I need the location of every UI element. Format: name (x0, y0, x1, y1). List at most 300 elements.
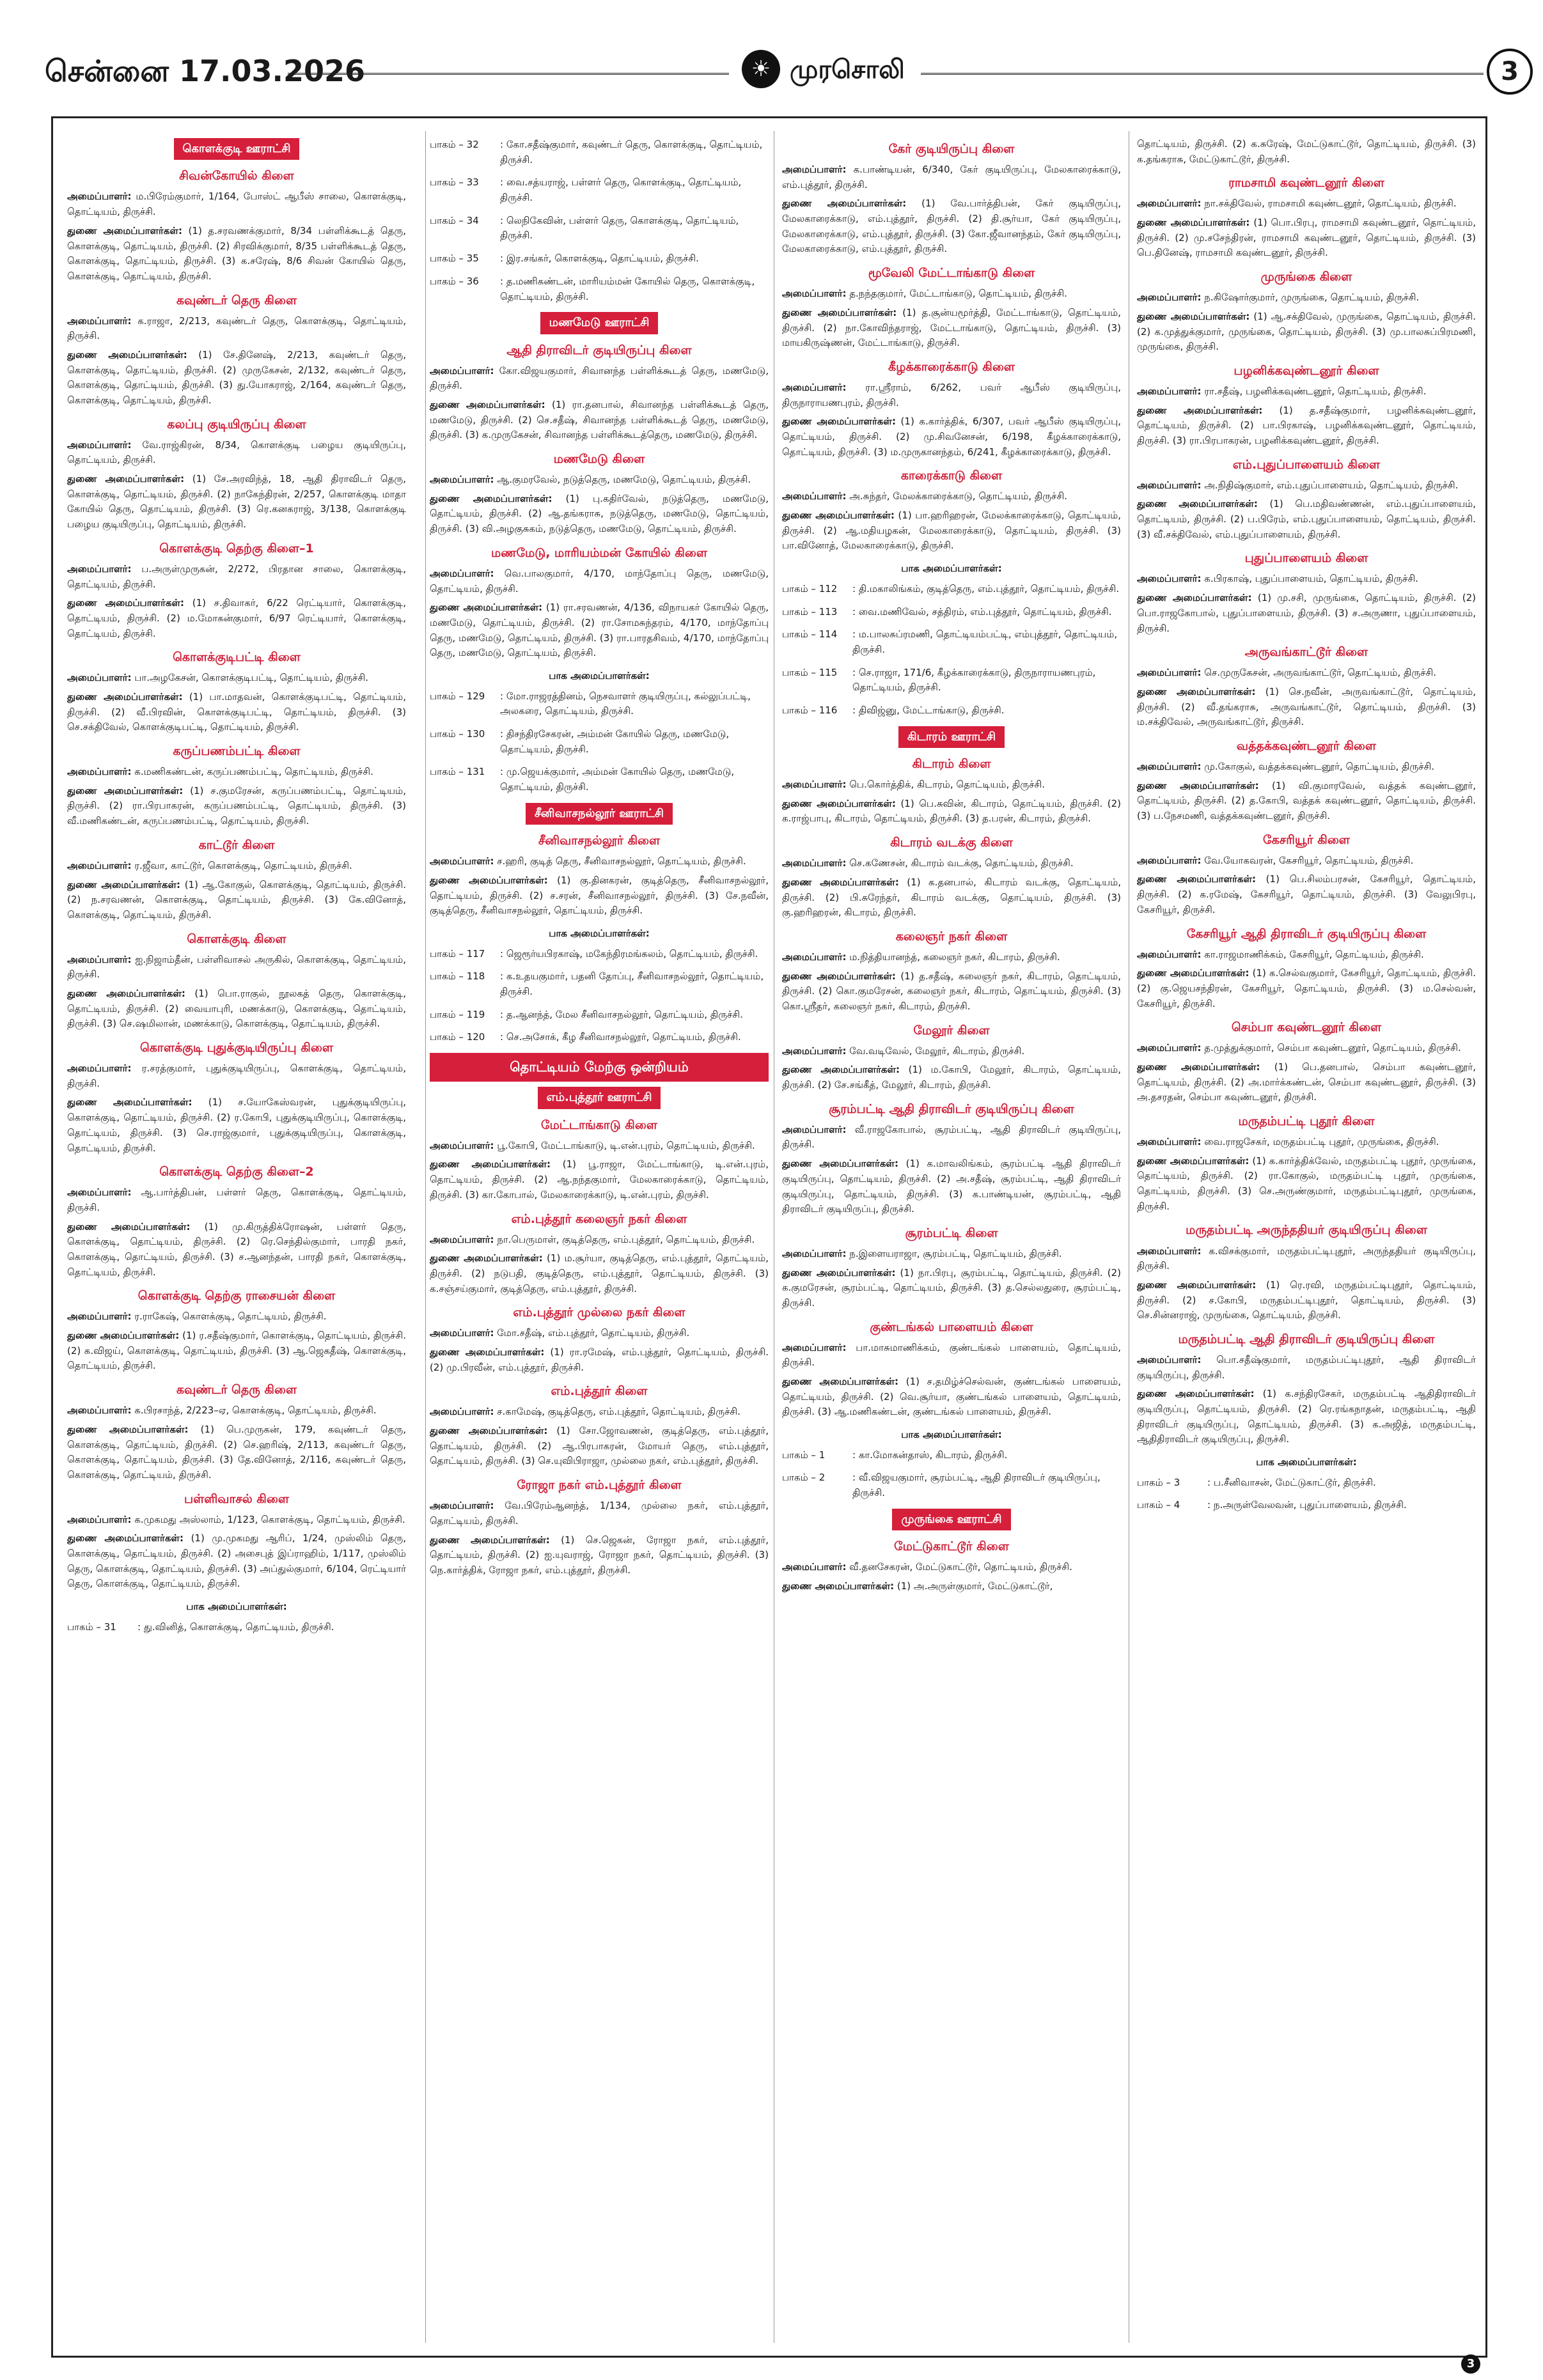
member-entry (1137, 1387, 1476, 1447)
column-divider (425, 131, 426, 2343)
masthead-rule-right (921, 73, 1484, 77)
booth-number: பாகம் – 1 (782, 1449, 826, 1461)
entry-label: அமைப்பாளர்: (67, 859, 132, 871)
booth-text: : செ.அசோக், கீழ சீனிவாசநல்லூர், தொட்டியம், திருச்சி. (500, 1031, 741, 1043)
entry-text: (1) த.சதீஷ்குமார், பழனிக்கவுண்டனூர், தொட்டியம், திருச்சி. (2) பா.பிரகாஷ், பழனிக்கவுண்டனூர், தொட்டியம், திருச்சி. (3) ரா.பிரபாகரன், பழனிக்கவுண்டனூர், திருச்சி. (1137, 404, 1476, 446)
entry-label: துணை அமைப்பாளர்கள்: (782, 509, 895, 522)
member-entry (782, 969, 1121, 1015)
entry-text: (1) பா.ஹரிஹரன், மேலக்காரைக்காடு, தொட்டியம், திருச்சி. (2) ஆ.மதியழகன், மேலகாரைக்காடு, தொட்டியம், திருச்சி. (3) பா.வினோத், மேலகாரைக்காடு, திருச்சி. (782, 509, 1121, 552)
branch-heading: செம்பா கவுண்டனூர் கிளை (1231, 1020, 1382, 1035)
entry-text: (1) சே.அரவிந்த், 18, ஆதி திராவிடர் தெரு, கொளக்குடி, தொட்டியம், திருச்சி. (2) நாகேந்திரன், 2/257, கொளக்குடி மாதா கோயில் தெரு, தொட்டியம், திருச்சி. (3) ரெ.கனகராஜ், 3/138, கொளக்குடி பழைய குடியிருப்பு, தொட்டியம், திருச்சி. (67, 473, 406, 531)
entry-text: (1) ச.தமிழ்ச்செல்வன், குண்டங்கல் பாளையம், தொட்டியம், திருச்சி. (2) வெ.சூர்யா, குண்டங்கல் பாளையம், தொட்டியம், திருச்சி. (3) ஆ.மணிகண்டன், குண்டங்கல் பாளையம், திருச்சி. (782, 1376, 1121, 1418)
branch-heading: கொளக்குடி புதுக்குடியிருப்பு கிளை (139, 1041, 334, 1055)
booth-number: பாகம் – 35 (430, 253, 479, 265)
entry-label: துணை அமைப்பாளர்கள்: (782, 1158, 898, 1170)
branch-heading: கிடாரம் கிளை (912, 757, 991, 772)
entry-text: பெ.கொர்த்திக், கிடாரம், தொட்டியம், திருச்சி. (846, 779, 1046, 791)
branch-heading: குண்டங்கல் பாளையம் கிளை (870, 1319, 1033, 1334)
member-entry (67, 562, 406, 592)
entry-label: துணை அமைப்பாளர்கள்: (67, 988, 185, 999)
member-entry (430, 1233, 769, 1248)
member-entry (67, 1220, 406, 1280)
member-entry (430, 1326, 769, 1341)
entry-text: (1) மு.முகமது ஆரிப், 1/24, முஸ்லிம் தெரு, கொளக்குடி, தொட்டியம், திருச்சி. (2) அசைபுத் இப்ராஹிம், 1/117, முஸ்லிம் தெரு, கொளக்குடி, தொட்டியம், திருச்சி. (3) அப்துல்குமார், 6/104, ரெட்டியார் தெரு, கொளக்குடி, தொட்டியம், திருச்சி. (67, 1532, 406, 1590)
entry-text: த.முத்துக்குமார், செம்பா கவுண்டனூர், தொட்டியம், திருச்சி. (1201, 1042, 1461, 1054)
entry-label: துணை அமைப்பாளர்கள்: (430, 399, 545, 411)
booth-row (67, 1620, 406, 1635)
booth-number: பாகம் – 33 (430, 176, 479, 189)
member-entry (782, 856, 1121, 871)
entry-label: அமைப்பாளர்: (782, 1045, 847, 1057)
member-entry (782, 380, 1121, 410)
rising-sun-logo-icon: ☀ (742, 50, 780, 88)
entry-label: அமைப்பாளர்: (67, 1186, 132, 1199)
entry-label: அமைப்பாளர்: (1137, 854, 1202, 866)
entry-text: (1) பு.கதிர்வேல், நடுத்தெரு, மணமேடு, தொட்டியம், திருச்சி. (2) ஆ.தங்கராசு, நடுத்தெரு, மணமேடு, தொட்டியம், திருச்சி. (3) வி.அழகுசுகம், நடுத்தெரு, மணமேடு, தொட்டியம், திருச்சி. (430, 492, 769, 535)
booth-number: பாகம் – 112 (782, 582, 838, 595)
member-entry (67, 1422, 406, 1483)
booth-text: : து.வினித், கொளக்குடி, தொட்டியம், திருச்சி. (137, 1621, 334, 1633)
booth-number: பாகம் – 119 (430, 1008, 485, 1020)
member-entry (1137, 290, 1476, 306)
entry-text: (1) பூ.ராஜா, மேட்டாங்காடு, டி.என்.புரம், தொட்டியம், திருச்சி. (2) ஆ.நந்தகுமார், மேலகாரைக்காடு, தொட்டியம், திருச்சி. (3) கா.கோபால், மேலகாரைக்காடு, டி.என்.புரம், திருச்சி. (430, 1158, 769, 1201)
entry-text: அ.சுந்தர், மேலக்காரைக்காடு, தொட்டியம், திருச்சி. (846, 490, 1067, 502)
entry-text: (1) ம.கோபி, மேலூர், கிடாரம், தொட்டியம், திருச்சி. (2) சே.சங்கீத், மேலூர், கிடாரம், திருச்சி. (782, 1064, 1121, 1091)
entry-label: துணை அமைப்பாளர்கள்: (430, 1534, 550, 1546)
panchayat-banner: தொட்டியம் மேற்கு ஒன்றியம் (430, 1053, 769, 1082)
entry-label: அமைப்பாளர்: (67, 766, 132, 778)
booth-text: : மோ.ராஜரத்தினம், நெசவாளர் குடியிருப்பு, கல்லுப்பட்டி, அலகரை, தொட்டியம், திருச்சி. (500, 690, 751, 717)
member-entry (1137, 947, 1476, 963)
entry-text: (1) க.சந்திரசேகர், மருதம்பட்டி ஆதிதிராவிடர் குடியிருப்பு, தொட்டியம், திருச்சி. (2) ரெ.ரங்கநாதன், மருதம்பட்டி, ஆதி திராவிடர் குடியிருப்பு, தொட்டியம், திருச்சி. (3) க.அஜித், மருதம்பட்டி, ஆதிதிராவிடர் குடியிருப்பு, திருச்சி. (1137, 1388, 1476, 1445)
page-number: 3 (1487, 49, 1533, 95)
panchayat-banner: கொளக்குடி ஊராட்சி (174, 138, 300, 160)
member-entry (782, 1579, 1121, 1594)
member-entry (1137, 1244, 1476, 1274)
entry-label: அமைப்பாளர்: (782, 1247, 847, 1259)
member-entry (430, 492, 769, 537)
masthead-rule-left (288, 73, 729, 77)
branch-heading: ரோஜா நகர் எம்.புத்தூர் கிளை (517, 1478, 682, 1493)
entry-text: செ.கணேசன், கிடாரம் வடக்கு, தொட்டியம், திருச்சி. (846, 857, 1074, 869)
booth-row (782, 665, 1121, 696)
entry-text: பா.மாசுமாணிக்கம், குண்டங்கல் பாளையம், தொட்டியம், திருச்சி. (782, 1341, 1121, 1369)
member-entry (67, 1185, 406, 1215)
booth-text: : ப.சீனிவாசன், மேட்டுகாட்டூர், திருச்சி. (1207, 1476, 1376, 1488)
entry-label: துணை அமைப்பாளர்கள்: (67, 224, 182, 237)
booth-text: : த.ஆனந்த், மேல சீனிவாசநல்லூர், தொட்டியம், திருச்சி. (500, 1008, 743, 1020)
member-entry (1137, 1154, 1476, 1215)
booth-number: பாகம் – 113 (782, 605, 838, 618)
branch-heading: பழனிக்கவுண்டனூர் கிளை (1234, 363, 1379, 378)
booth-row (1137, 1475, 1476, 1491)
branch-heading: எம்.புத்தூர் கலைஞர் நகர் கிளை (511, 1211, 687, 1226)
entry-text: அ.நிதிஷ்குமார், எம்.புதுப்பாளையம், தொட்டியம், திருச்சி. (1201, 479, 1459, 491)
member-entry (782, 162, 1121, 192)
booth-text: : தி.மகாலிங்கம், குடித்தெரு, எம்.புத்தூர், தொட்டியம், திருச்சி. (852, 582, 1120, 595)
member-entry (430, 873, 769, 919)
member-entry (782, 777, 1121, 793)
entry-label: அமைப்பாளர்: (67, 563, 132, 575)
member-entry (1137, 215, 1476, 261)
member-entry (782, 414, 1121, 460)
member-entry (782, 1044, 1121, 1059)
member-entry (1137, 1060, 1476, 1105)
member-entry (67, 224, 406, 284)
entry-label: துணை அமைப்பாளர்கள்: (782, 198, 907, 210)
booth-number: பாகம் – 32 (430, 139, 479, 150)
entry-label: அமைப்பாளர்: (67, 1062, 132, 1075)
entry-text: ப.அருள்முருகன், 2/272, பிரதான சாலை, கொளக்குடி, தொட்டியம், திருச்சி. (67, 563, 406, 590)
booth-row (1137, 1498, 1476, 1513)
entry-label: துணை அமைப்பாளர்கள்: (782, 970, 896, 982)
entry-text: (1) ரா.சரவணன், 4/136, விநாயகர் கோயில் தெரு, மணமேடு, தொட்டியம், திருச்சி. (2) ரா.சோமசுந்தரம், 4/170, மாந்தோப்பு தெரு, மணமேடு, தொட்டியம், திருச்சி. (3) ரா.பாரதசிவம், 4/170, மாந்தோப்பு தெரு, மணமேடு, தொட்டியம், திருச்சி. (430, 602, 769, 659)
booth-row (430, 1030, 769, 1045)
entry-text: (1) மு.கிருத்திக்ரோஷன், பள்ளர் தெரு, கொளக்குடி, தொட்டியம், திருச்சி. (2) ரெ.செந்தில்குமார், பாரதி நகர், கொளக்குடி, தொட்டியம், திருச்சி. (3) ச.ஆனந்தன், பாரதி நகர், கொளக்குடி, தொட்டியம், திருச்சி. (67, 1220, 406, 1278)
entry-text: ர.ஜீவா, காட்டூர், கொளக்குடி, தொட்டியம், திருச்சி. (131, 859, 352, 871)
branch-heading: கொளக்குடி தெற்கு ராசையன் கிளை (137, 1289, 336, 1303)
booth-number: பாகம் – 131 (430, 766, 485, 778)
entry-text: (1) பொ.பிரபு, ராமசாமி கவுண்டனூர், தொட்டியம், திருச்சி. (2) மு.சசேந்திரன், ராமசாமி கவுண்டனூர், தொட்டியம், திருச்சி. (3) பெ.தினேஷ், ராமசாமி கவுண்டனூர், திருச்சி. (1137, 217, 1476, 259)
member-entry (430, 1157, 769, 1202)
panchayat-banner: சீனிவாசநல்லூர் ஊராட்சி (526, 803, 673, 825)
booth-number: பாகம் – 34 (430, 214, 479, 226)
branch-heading: காரைக்காடு கிளை (900, 469, 1003, 483)
entry-label: அமைப்பாளர்: (782, 490, 847, 502)
entry-label: துணை அமைப்பாளர்கள்: (67, 1096, 192, 1108)
entry-label: துணை அமைப்பாளர்கள்: (782, 1064, 900, 1076)
entry-label: துணை அமைப்பாளர்கள்: (67, 1423, 189, 1435)
entry-text: ரா.சதீஷ், பழனிக்கவுண்டனூர், தொட்டியம், திருச்சி. (1201, 385, 1427, 397)
booth-text: : இர.சங்கர், கொளக்குடி, தொட்டியம், திருச்சி. (500, 253, 699, 265)
entry-text: (1) ச.குமரேசன், கருப்பணம்பட்டி, தொட்டியம், திருச்சி. (2) ரா.பிரபாகரன், கருப்பணம்பட்டி, தொட்டியம், திருச்சி. (3) வீ.மணிகண்டன், கருப்பணம்பட்டி, தொட்டியம், திருச்சி. (67, 784, 406, 827)
entry-label: அமைப்பாளர்: (67, 191, 132, 203)
entry-text: ரா.ஸ்ரீராம், 6/262, பவர் ஆபீஸ் குடியிருப்பு, திருநாராயணபுரம், திருச்சி. (782, 381, 1121, 408)
booth-number: பாகம் – 4 (1137, 1499, 1180, 1511)
entry-text: (1) ரா.தனபால், சிவானந்த பள்ளிக்கூடத் தெரு, மணமேடு, திருச்சி. (2) செ.சதீஷ், சிவானந்த பள்ளிக்கூடத் தெரு, மணமேடு, திருச்சி. (3) க.முருகேசன், சிவானந்த பள்ளிக்கூடத்தெரு, மணமேடு, திருச்சி. (430, 399, 769, 441)
entry-label: துணை அமைப்பாளர்கள்: (67, 691, 183, 703)
member-entry (67, 784, 406, 829)
entry-text: (1) த.சரவணக்குமார், 8/34 பள்ளிக்கூடத் தெரு, கொளக்குடி, தொட்டியம், திருச்சி. (2) சிரவிக்குமார், 8/35 பள்ளிக்கூடத் தெரு, கொளக்குடி, தொட்டியம், திருச்சி. (3) க.சரேஷ், 8/6 சிவன் கோயில் தெரு, கொளக்குடி, தொட்டியம், திருச்சி. (67, 224, 406, 282)
booth-text: : த.மணிகண்டன், மாரியம்மன் கோயில் தெரு, கொளக்குடி, தொட்டியம், திருச்சி. (500, 275, 755, 302)
entry-label: துணை அமைப்பாளர்கள்: (67, 597, 185, 609)
entry-text: (1) த.சதீஷ், கலைஞர் நகர், கிடாரம், தொட்டியம், திருச்சி. (2) கொ.குமரேசன், கலைஞர் நகர், கிடாரம், தொட்டியம், திருச்சி. (3) கொ.ஸ்ரீதர், கலைஞர் நகர், கிடாரம், திருச்சி. (782, 970, 1121, 1012)
entry-text: ர.சரத்குமார், புதுக்குடியிருப்பு, கொளக்குடி, தொட்டியம், திருச்சி. (67, 1062, 406, 1089)
entry-text: ம.நித்தியானந்த், கலைஞர் நகர், கிடாரம், திருச்சி. (846, 951, 1060, 963)
booth-text: : க.உதயகுமார், பதனி தோப்பு, சீனிவாசநல்லூர், தொட்டியம், திருச்சி. (500, 970, 764, 998)
entry-label: அமைப்பாளர்: (67, 953, 132, 965)
branch-heading: எம்.புதுப்பாளையம் கிளை (1232, 457, 1381, 472)
entry-text: (1) ஆ.சக்திவேல், முருங்கை, தொட்டியம், திருச்சி. (2) க.முத்துக்குமார், முருங்கை, தொட்டியம், திருச்சி. (3) மு.பாலசுப்பிரமணி, முருங்கை, திருச்சி. (1137, 310, 1476, 353)
entry-text: (1) பெ.சிலம்பரசன், கேசரியூர், தொட்டியம், திருச்சி. (2) க.ரமேஷ், கேசரியூர், தொட்டியம், திருச்சி. (3) வேலுபிரபு, கேசரியூர், திருச்சி. (1137, 873, 1476, 915)
booth-text: : கோ.சதீஷ்குமார், கவுண்டர் தெரு, கொளக்குடி, தொட்டியம், திருச்சி. (500, 139, 763, 166)
entry-text: (1) சே.தினேஷ், 2/213, கவுண்டர் தெரு, கொளக்குடி, தொட்டியம், திருச்சி. (2) முருகேசன், 2/132, கவுண்டர் தெரு, கொளக்குடி, தொட்டியம், திருச்சி. (3) து.யோகராஜ், 2/164, கவுண்டர் தெரு, கொளக்குடி, தொட்டியம், திருச்சி. (67, 348, 406, 407)
entry-text: வே.வடிவேல், மேலூர், கிடாரம், திருச்சி. (846, 1045, 1025, 1057)
booth-row (430, 689, 769, 719)
member-entry (67, 314, 406, 344)
panchayat-banner: கிடாரம் ஊராட்சி (898, 726, 1005, 748)
entry-text: ம.பிரேம்குமார், 1/164, போஸ்ட் ஆபீஸ் சாலை, கொளக்குடி, தொட்டியம், திருச்சி. (67, 191, 406, 218)
entry-label: துணை அமைப்பாளர்கள்: (1137, 1279, 1257, 1291)
entry-label: அமைப்பாளர்: (1137, 292, 1202, 304)
booth-row (430, 947, 769, 962)
member-entry (1137, 665, 1476, 681)
member-entry (430, 472, 769, 488)
entry-label: துணை அமைப்பாளர்கள்: (1137, 217, 1250, 229)
branch-heading: மூவேலி மேட்டாங்காடு கிளை (868, 266, 1035, 281)
booth-number: பாகம் – 117 (430, 947, 485, 960)
booth-number: பாகம் – 3 (1137, 1476, 1180, 1488)
entry-text: க.ராஜா, 2/213, கவுண்டர் தெரு, கொளக்குடி, தொட்டியம், திருச்சி. (67, 315, 406, 342)
entry-text: (1) பெ.சுவின், கிடாரம், தொட்டியம், திருச்சி. (2) க.ராஜ்பாபு, கிடாரம், தொட்டியம், திருச்சி. (3) த.பரன், கிடாரம், திருச்சி. (782, 797, 1121, 825)
entry-text: வீ.தனசேகரன், மேட்டுகாட்டூர், தொட்டியம், திருச்சி. (846, 1561, 1072, 1573)
entry-label: அமைப்பாளர்: (430, 1233, 494, 1245)
entry-label: அமைப்பாளர்: (430, 1139, 494, 1151)
member-entry (1137, 779, 1476, 824)
entry-label: அமைப்பாளர்: (67, 439, 132, 451)
branch-heading: ராமசாமி கவுண்டனூர் கிளை (1228, 176, 1384, 191)
entry-text: (1) ரா.ரமேஷ், எம்.புத்தூர், தொட்டியம், திருச்சி. (2) மு.பிரவீன், எம்.புத்தூர், திருச்சி. (430, 1346, 769, 1373)
entry-text: (1) ர.சதீஷ்குமார், கொளக்குடி, தொட்டியம், திருச்சி. (2) க.விஜய், கொளக்குடி, தொட்டியம், திருச்சி. (3) ஆ.ஜெகதீஷ், கொளக்குடி, தொட்டியம், திருச்சி. (67, 1330, 406, 1372)
member-entry (430, 1404, 769, 1420)
member-entry (782, 1247, 1121, 1262)
entry-text: வே.பிரேம்ஆனந்த், 1/134, முல்லை நகர், எம்.புத்தூர், தொட்டியம், திருச்சி. (430, 1500, 769, 1527)
column-4 (1137, 133, 1476, 2338)
branch-heading: வத்தக்கவுண்டனூர் கிளை (1236, 738, 1377, 753)
member-entry (782, 286, 1121, 302)
entry-label: அமைப்பாளர்: (430, 567, 494, 579)
member-entry (1137, 497, 1476, 542)
entry-label: அமைப்பாளர்: (782, 779, 847, 791)
member-entry (430, 1533, 769, 1578)
branch-heading: மணமேடு கிளை (553, 452, 645, 467)
member-entry (67, 189, 406, 219)
member-entry (67, 348, 406, 408)
branch-heading: எம்.புத்தூர் முல்லை நகர் கிளை (513, 1305, 685, 1320)
member-entry (1137, 872, 1476, 917)
member-entry (67, 1531, 406, 1592)
branch-heading: சூரம்பட்டி ஆதி திராவிடர் குடியிருப்பு கிளை (829, 1101, 1074, 1116)
branch-heading: மேட்டுகாட்டூர் கிளை (894, 1539, 1009, 1554)
entry-text: (1) ரெ.ரவி, மருதம்பட்டிபுதூர், தொட்டியம், திருச்சி. (2) ச.கோபி, மருதம்பட்டிபுதூர், தொட்டியம், திருச்சி. (3) செ.சின்னராஜ், முருங்கை, தொட்டியம், திருச்சி. (1137, 1279, 1476, 1321)
entry-text: ஆ.குமரவேல், நடுத்தெரு, மணமேடு, தொட்டியம், திருச்சி. (494, 474, 751, 486)
entry-label: துணை அமைப்பாளர்கள்: (430, 1158, 551, 1171)
entry-text: க.பிரகாஷ், புதுப்பாளையம், தொட்டியம், திருச்சி. (1201, 573, 1418, 585)
panchayat-banner: மணமேடு ஊராட்சி (540, 312, 659, 334)
entry-text: (1) வே.பார்த்திபன், கேர் குடியிருப்பு, மேலகாரைக்காடு, எம்.புத்தூர், திருச்சி. (2) தி.சூர்யா, கேர் குடியிருப்பு, மேலகாரைக்காடு, எம்.புத்தூர், திருச்சி. (3) கோ.ஜீவானந்தம், கேர் குடியிருப்பு, மேலகாரைக்காடு, எம்.புத்தூர், திருச்சி. (782, 198, 1121, 255)
booth-row (782, 627, 1121, 657)
entry-label: அமைப்பாளர்: (430, 1500, 494, 1512)
entry-label: அமைப்பாளர்: (782, 951, 847, 963)
booth-row (430, 727, 769, 757)
branch-heading: கலைஞர் நகர் கிளை (895, 929, 1008, 944)
member-entry (67, 596, 406, 641)
branch-heading: கவுண்டர் தெரு கிளை (176, 293, 297, 307)
member-entry (430, 1345, 769, 1375)
entry-label: அமைப்பாளர்: (1137, 573, 1202, 585)
branch-heading: அருவங்காட்டூர் கிளை (1244, 645, 1368, 660)
entry-text: மு.கோகுல், வத்தக்கவுண்டனூர், தொட்டியம், திருச்சி. (1201, 760, 1435, 772)
entry-label: அமைப்பாளர்: (782, 164, 847, 176)
entry-text: (1) வி.குமாரவேல், வத்தக் கவுண்டனூர், தொட்டியம், திருச்சி. (2) த.கோபி, வத்தக் கவுண்டனூர், தொட்டியம், திருச்சி. (3) ப.நேசமணி, வத்தக்கவுண்டனூர், திருச்சி. (1137, 779, 1476, 822)
entry-label: அமைப்பாளர்: (1137, 385, 1202, 397)
entry-label: துணை அமைப்பாளர்கள்: (67, 348, 187, 361)
member-entry (430, 398, 769, 443)
booth-row (782, 605, 1121, 620)
booth-number: பாகம் – 36 (430, 275, 479, 287)
branch-heading: ஆதி திராவிடர் குடியிருப்பு கிளை (506, 343, 692, 357)
entry-text: க.பாண்டியன், 6/340, கேர் குடியிருப்பு, மேலகாரைக்காடு, எம்.புத்தூர், திருச்சி. (782, 164, 1121, 191)
booth-text: : ஜெரூர்யபிரகாஷ், மகேந்திரமங்கலம், தொட்டியம், திருச்சி. (500, 947, 758, 960)
entry-text: (1) த.சூன்யமூர்த்தி, மேட்டாங்காடு, தொட்டியம், திருச்சி. (2) நா.கோவிந்தராஜ், மேட்டாங்காடு, தொட்டியம், திருச்சி. (3) மாயகிருஷ்ணன், மேட்டாங்காடு, திருச்சி. (782, 306, 1121, 349)
entry-label: அமைப்பாளர்: (67, 315, 132, 327)
member-entry (782, 508, 1121, 554)
entry-text: (1) அ.அருள்குமார், மேட்டுகாட்டூர், (894, 1580, 1053, 1592)
entry-label: அமைப்பாளர்: (782, 1341, 847, 1353)
booth-text: : மு.ஜெயக்குமார், அம்மன் கோயில் தெரு, மணமேடு, தொட்டியம், திருச்சி. (500, 766, 735, 793)
issue-date: சென்னை 17.03.2026 (45, 54, 366, 88)
column-3 (782, 133, 1121, 2338)
entry-label: துணை அமைப்பாளர்கள்: (1137, 873, 1257, 885)
member-entry (430, 1251, 769, 1296)
entry-label: அமைப்பாளர்: (782, 1561, 847, 1573)
member-entry (430, 566, 769, 596)
booth-number: பாகம் – 116 (782, 704, 838, 716)
entry-text: ஆ.பார்த்திபன், பள்ளர் தெரு, கொளக்குடி, தொட்டியம், திருச்சி. (67, 1186, 406, 1213)
branch-heading: எம்.புத்தூர் கிளை (551, 1384, 648, 1399)
member-entry (1137, 572, 1476, 587)
booth-text: : செ.ராஜா, 171/6, கீழக்காரைக்காடு, திருநாராயணபுரம், தொட்டியம், திருச்சி. (852, 666, 1096, 694)
entry-label: அமைப்பாளர்: (1137, 760, 1202, 772)
entry-label: அமைப்பாளர்: (1137, 1042, 1202, 1054)
entry-label: துணை அமைப்பாளர்கள்: (782, 1376, 899, 1388)
entry-label: அமைப்பாளர்: (782, 288, 847, 300)
booth-text: : திசந்திரசேகரன், அம்மன் கோயில் தெரு, மணமேடு, தொட்டியம், திருச்சி. (500, 728, 730, 755)
entry-label: துணை அமைப்பாளர்கள்: (67, 1532, 184, 1544)
booth-row (430, 274, 769, 304)
entry-text: (1) செ.ஜெகன், ரோஜா நகர், எம்.புத்தூர், தொட்டியம், திருச்சி. (2) ஐ.யுவராஜ், ரோஜா நகர், தொட்டியம், திருச்சி. (3) நெ.கார்த்திக், ரோஜா நகர், எம்.புத்தூர், திருச்சி. (430, 1534, 769, 1576)
entry-label: துணை அமைப்பாளர்கள்: (782, 416, 896, 428)
branch-heading: கவுண்டர் தெரு கிளை (176, 1383, 297, 1397)
member-entry (67, 765, 406, 780)
branch-heading: மருதம்பட்டி ஆதி திராவிடர் குடியிருப்பு கிளை (1178, 1332, 1435, 1346)
booth-number: பாகம் – 118 (430, 970, 485, 983)
entry-text: வே.யோகவரன், கேசரியூர், தொட்டியம், திருச்சி. (1201, 854, 1414, 866)
panchayat-banner: எம்.புத்தூர் ஊராட்சி (538, 1087, 661, 1108)
branch-heading: கேசரியூர் கிளை (1263, 832, 1350, 847)
entry-label: அமைப்பாளர்: (67, 1311, 132, 1323)
member-entry (1137, 384, 1476, 400)
booth-heading: பாக அமைப்பாளர்கள்: (186, 1601, 287, 1613)
entry-text: (1) மு.சசி, முருங்கை, தொட்டியம், திருச்சி. (2) பொ.ராஜகோபால், புதுப்பாளையம், திருச்சி. (3) ச.அருணா, புதுப்பாளையம், திருச்சி. (1137, 592, 1476, 634)
booth-row (782, 582, 1121, 597)
column-2 (430, 133, 769, 2338)
branch-heading: கலப்பு குடியிருப்பு கிளை (167, 417, 306, 432)
entry-text: வெ.பாலகுமார், 4/170, மாந்தோப்பு தெரு, மணமேடு, தொட்டியம், திருச்சி. (430, 567, 769, 595)
entry-label: அமைப்பாளர்: (430, 474, 494, 486)
member-entry (1137, 309, 1476, 355)
footer-page-number: 3 (1461, 2354, 1480, 2374)
entry-text: வை.ராஜசேகர், மருதம்பட்டி புதூர், முருங்கை, திருச்சி. (1201, 1136, 1439, 1148)
entry-text: (1) பெ.தனபால், செம்பா கவுண்டனூர், தொட்டியம், திருச்சி. (2) அ.மார்க்கண்டன், செம்பா கவுண்டனூர், திருச்சி. (3) அ.தசரதன், செம்பா கவுண்டனூர், திருச்சி. (1137, 1061, 1476, 1103)
booth-text: : ம.பாலசுப்ரமணி, தொட்டியம்பட்டி, எம்புத்தூர், தொட்டியம், திருச்சி. (852, 628, 1118, 655)
entry-label: துணை அமைப்பாளர்கள்: (782, 797, 896, 809)
entry-text: (1) நா.பிரபு, சூரம்பட்டி, தொட்டியம், திருச்சி. (2) க.குமரேசன், சூரம்பட்டி, தொட்டியம், திருச்சி. (3) த.செல்லதுரை, சூரம்பட்டி, திருச்சி. (782, 1266, 1121, 1309)
branch-heading: கருப்பணம்பட்டி கிளை (173, 744, 301, 759)
continued-entry: தொட்டியம், திருச்சி. (2) க.சுரேஷ், மேட்டுகாட்டூர், தொட்டியம், திருச்சி. (3) க.தங்கராசு, மேட்டுகாட்டூர், திருச்சி. (1137, 138, 1476, 165)
branch-heading: சிவன்கோயில் கிளை (179, 169, 294, 183)
entry-text: (1) க.செல்வகுமார், கேசரியூர், தொட்டியம், திருச்சி. (2) கு.ஜெயசந்திரன், கேசரியூர், தொட்டியம், திருச்சி. (3) ம.செல்வன், கேசரியூர், திருச்சி. (1137, 967, 1476, 1009)
branch-heading: முருங்கை கிளை (1260, 270, 1352, 284)
member-entry (1137, 685, 1476, 730)
member-entry (782, 797, 1121, 827)
entry-label: துணை அமைப்பாளர்கள்: (1137, 779, 1259, 791)
member-entry (67, 1403, 406, 1419)
entry-text: க.பிரசாந்த், 2/223–ஏ, கொளக்குடி, தொட்டியம், திருச்சி. (131, 1404, 377, 1417)
entry-text: (1) பா.மாதவன், கொளக்குடிபட்டி, தொட்டியம், திருச்சி. (2) வீ.பிரவின், கொளக்குடிபட்டி, தொட்டியம், திருச்சி. (3) செ.சக்திவேல், கொளக்குடிபட்டி, தொட்டியம், திருச்சி. (67, 691, 406, 733)
entry-text: க.மணிகண்டன், கருப்பணம்பட்டி, தொட்டியம், திருச்சி. (131, 766, 373, 778)
booth-row (782, 1448, 1121, 1463)
entry-text: (1) க.கார்த்திக்வேல், மருதம்பட்டி புதூர், முருங்கை, தொட்டியம், திருச்சி. (2) ரா.கோகுல், மருதம்பட்டி புதூர், முருங்கை, தொட்டியம், திருச்சி. (3) செ.அருண்குமார், மருதம்பட்டிபுதூர், முருங்கை, திருச்சி. (1137, 1155, 1476, 1212)
entry-label: துணை அமைப்பாளர்கள்: (1137, 404, 1263, 416)
booth-row (430, 137, 769, 167)
member-entry (67, 953, 406, 983)
entry-label: துணை அமைப்பாளர்கள்: (1137, 310, 1250, 322)
entry-text: (1) க.மாவலிங்கம், சூரம்பட்டி ஆதி திராவிடர் குடியிருப்பு, தொட்டியம், திருச்சி. (2) அ.சதீஷ், சூரம்பட்டி, ஆதி திராவிடர் குடியிருப்பு, தொட்டியம், திருச்சி. (3) க.பாண்டியன், சூரம்பட்டி, ஆதி திராவிடர் குடியிருப்பு, திருச்சி. (782, 1158, 1121, 1215)
entry-text: நா.சக்திவேல், ராமசாமி கவுண்டனூர், தொட்டியம், திருச்சி. (1201, 198, 1457, 210)
entry-text: (1) சோ.ஜோவணன், குடித்தெரு, எம்.புத்தூர், தொட்டியம், திருச்சி. (2) ஆ.பிரபாகரன், மோயர் தெரு, எம்.புத்தூர், தொட்டியம், திருச்சி. (3) செ.யுவிபிராஜா, முல்லை நகர், எம்.புத்தூர், திருச்சி. (430, 1425, 769, 1467)
branch-heading: பள்ளிவாசல் கிளை (184, 1491, 289, 1506)
booth-number: பாகம் – 120 (430, 1031, 485, 1043)
member-entry (782, 1374, 1121, 1420)
entry-label: துணை அமைப்பாளர்கள்: (1137, 1061, 1260, 1073)
branch-heading: கேர் குடியிருப்பு கிளை (888, 142, 1015, 156)
member-entry (67, 1328, 406, 1374)
member-entry (430, 600, 769, 661)
branch-heading: கேசரியூர் ஆதி திராவிடர் குடியிருப்பு கிளை (1186, 926, 1427, 941)
member-entry (67, 1513, 406, 1528)
member-entry (782, 1062, 1121, 1093)
entry-text: ந.கிஷோர்குமார், முருங்கை, தொட்டியம், திருச்சி. (1201, 292, 1420, 304)
entry-label: அமைப்பாளர்: (1137, 198, 1202, 210)
entry-text: (1) ச.திவாகர், 6/22 ரெட்டியார், கொளக்குடி, தொட்டியம், திருச்சி. (2) ம.மோகன்குமார், 6/97 ரெட்டியார், கொளக்குடி, தொட்டியம், திருச்சி. (67, 597, 406, 639)
entry-label: துணை அமைப்பாளர்கள்: (67, 878, 181, 891)
booth-number: பாகம் – 130 (430, 728, 485, 740)
member-entry (430, 364, 769, 394)
entry-label: துணை அமைப்பாளர்கள்: (782, 1580, 895, 1592)
masthead (45, 50, 1519, 101)
booth-text: : திவிஜ்னு, மேட்டாங்காடு, திருச்சி. (852, 704, 1005, 716)
entry-text: (1) செ.நவீன், அருவங்காட்டூர், தொட்டியம், திருச்சி. (2) வீ.தங்கராசு, அருவங்காட்டூர், தொட்டியம், திருச்சி. (3) ம.சக்திவேல், அருவங்காட்டூர், திருச்சி. (1137, 685, 1476, 728)
entry-text: ச.ஹரி, குடித் தெரு, சீனிவாசநல்லூர், தொட்டியம், திருச்சி. (494, 855, 746, 867)
entry-label: துணை அமைப்பாளர்கள்: (430, 1425, 548, 1437)
entry-label: துணை அமைப்பாளர்கள்: (782, 306, 897, 318)
entry-text: த.நந்தகுமார், மேட்டாங்காடு, தொட்டியம், திருச்சி. (846, 288, 1067, 300)
branch-heading: கொளக்குடி தெற்கு கிளை–1 (159, 541, 314, 556)
booth-heading: பாக அமைப்பாளர்கள்: (549, 669, 650, 681)
booth-number: பாகம் – 115 (782, 666, 838, 678)
entry-label: அமைப்பாளர்: (1137, 948, 1202, 960)
entry-label: அமைப்பாளர்: (67, 672, 132, 684)
entry-text: (1) ஆ.கோகுல், கொளக்குடி, தொட்டியம், திருச்சி. (2) ந.சரவணன், கொளக்குடி, தொட்டியம், திருச்சி. (3) கே.வினோத், கொளக்குடி, தொட்டியம், திருச்சி. (67, 878, 406, 921)
member-entry (782, 1156, 1121, 1217)
branch-heading: கிடாரம் வடக்கு கிளை (890, 836, 1013, 850)
member-entry (782, 1266, 1121, 1311)
entry-text: க.முகமது அஸ்லாம், 1/123, கொளக்குடி, தொட்டியம், திருச்சி. (131, 1513, 405, 1525)
branch-heading: மணமேடு, மாரியம்மன் கோயில் கிளை (491, 545, 707, 560)
entry-label: அமைப்பாளர்: (430, 1406, 494, 1418)
entry-label: அமைப்பாளர்: (1137, 1245, 1202, 1257)
